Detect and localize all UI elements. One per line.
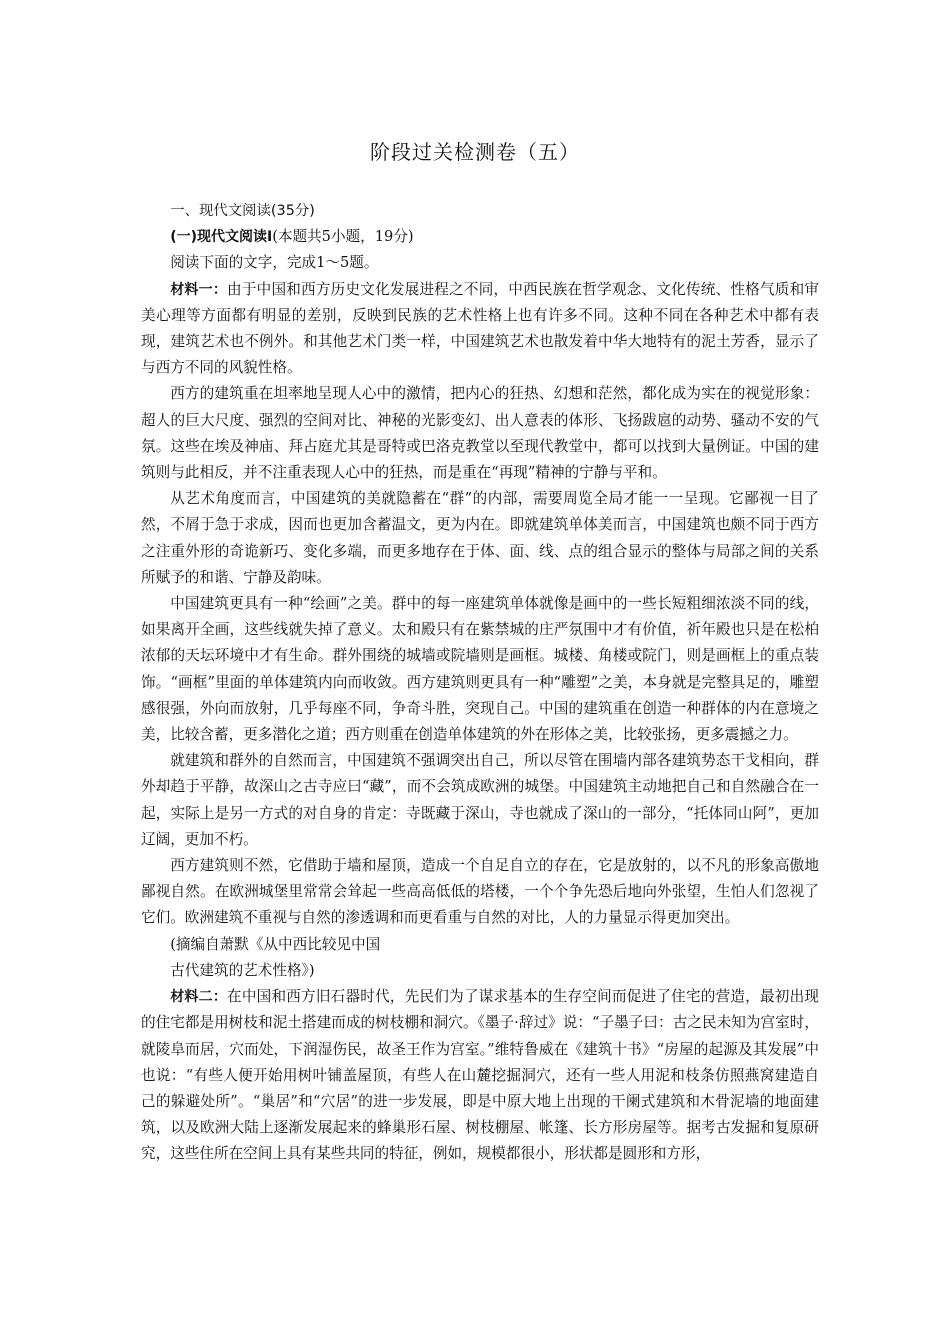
material-1-source-line-1: (摘编自萧默《从中西比较见中国 xyxy=(170,935,381,953)
material-2-text: 在中国和西方旧石器时代，先民们为了谋求基本的生存空间而促进了住宅的营造，最初出现的住宅都是用树枝和泥土搭建而成的树枝棚和洞穴。《墨子·辞过》说：“子墨子曰：古之民未知为宫室时，就陵阜而居，穴而处，下润湿伤民，故圣王作为宫室。”维特鲁威在《建筑十书》“房屋的起源及其发展”中也说：“有些人便开始用树叶铺盖屋顶，有些人在山麓挖掘洞穴，还有一些人用泥和枝条仿照燕窝建造自己的躲避处所”。“巢居”和“穴居”的进一步发展，即是中原大地上出现的干阑式建筑和木骨泥墙的地面建筑，以及欧洲大陆上逐渐发展起来的蜂巢形石屋、树枝棚屋、帐篷、长方形房屋等。据考古发掘和复原研究，这些住所在空间上具有某些共同的特征，例如，规模都很小，形状都是圆形和方形， xyxy=(141,988,819,1163)
instruction: 阅读下面的文字，完成1～5题。 xyxy=(170,254,379,272)
material-1-paragraph-2: 西方的建筑重在坦率地呈现人心中的激情，把内心的狂热、幻想和茫然，都化成为实在的视觉形象：超人的巨大尺度、强烈的空间对比、神秘的光影变幻、出人意表的体形、飞扬跋扈的动势、骚动不安的气氛。这些在埃及神庙、拜占庭尤其是哥特或巴洛克教堂以至现代教堂中，都可以找到大量例证。中国的建筑则与此相反，并不注重表现人心中的狂热，而是重在“再现”精神的宁静与平和。 xyxy=(141,385,819,482)
material-1-text: 由于中国和西方历史文化发展进程之不同，中西民族在哲学观念、文化传统、性格气质和审美心理等方面都有明显的差别，反映到民族的艺术性格上也有许多不同。这种不同在各种艺术中都有表现，建筑艺术也不例外。和其他艺术门类一样，中国建筑艺术也散发着中华大地特有的泥土芳香，显示了与西方不同的风貌性格。 xyxy=(141,280,819,377)
material-1-paragraph-1 xyxy=(141,277,819,382)
material-1-paragraph-6: 西方建筑则不然，它借助于墙和屋顶，造成一个自足自立的存在，它是放射的，以不凡的形象高傲地鄙视自然。在欧洲城堡里常常会耸起一些高高低低的塔楼，一个个争先恐后地向外张望，生怕人们忽视了它们。欧洲建筑不重视与自然的渗透调和而更看重与自然的对比，人的力量显示得更加突出。 xyxy=(141,857,819,927)
section-heading xyxy=(141,198,819,224)
subsection-heading xyxy=(141,224,819,250)
material-2-paragraph-1 xyxy=(141,984,819,1167)
material-1-label: 材料一： xyxy=(170,281,228,298)
section-heading-text: 一、现代文阅读(35分) xyxy=(170,203,315,219)
material-1-paragraph-5: 就建筑和群外的自然而言，中国建筑不强调突出自己，所以尽管在围墙内部各建筑势态干戈相向，群外却趋于平静，故深山之古寺应曰“藏”，而不会筑成欧洲的城堡。中国建筑主动地把自己和自然融合在一起，实际上是另一方式的对自身的肯定：寺既藏于深山，寺也就成了深山的一部分，“托体同山阿”，更加辽阔，更加不朽。 xyxy=(141,752,819,848)
material-1-paragraph-4: 中国建筑更具有一种“绘画”之美。群中的每一座建筑单体就像是画中的一些长短粗细浓淡不同的线，如果离开全画，这些线就失掉了意义。太和殿只有在紫禁城的庄严氛围中才有价值，祈年殿也只是在松柏浓郁的天坛环境中才有生命。群外围绕的城墙或院墙则是画框。城楼、角楼或院门，则是画框上的重点装饰。“画框”里面的单体建筑内向而收敛。西方建筑则更具有一种“雕塑”之美，本身就是完整具足的，雕塑感很强，外向而放射，几乎每座不同，争奇斗胜，突现自己。中国的建筑重在创造一种群体的内在意境之美，比较含蓄，更多潜化之道；西方则重在创造单体建筑的外在形体之美，比较张扬，更多震撼之力。 xyxy=(141,595,819,744)
page-title: 阶段过关检测卷（五） xyxy=(370,140,580,164)
subsection-label: (一)现代文阅读Ⅰ xyxy=(170,229,273,246)
material-1-source-line-2: 古代建筑的艺术性格》) xyxy=(170,961,315,979)
material-1-paragraph-3: 从艺术角度而言，中国建筑的美就隐蓄在“群”的内部，需要周览全局才能一一呈现。它鄙视一目了然，不屑于急于求成，因而也更加含蓄温文，更为内在。即就建筑单体美而言，中国建筑也颇不同于西方之注重外形的奇诡新巧、变化多端，而更多地存在于体、面、线、点的组合显示的整体与局部之间的关系所赋予的和谐、宁静及韵味。 xyxy=(141,490,819,586)
document-body xyxy=(141,198,819,1168)
subsection-note: (本题共5小题，19分) xyxy=(272,228,414,246)
material-2-label: 材料二： xyxy=(170,989,228,1006)
